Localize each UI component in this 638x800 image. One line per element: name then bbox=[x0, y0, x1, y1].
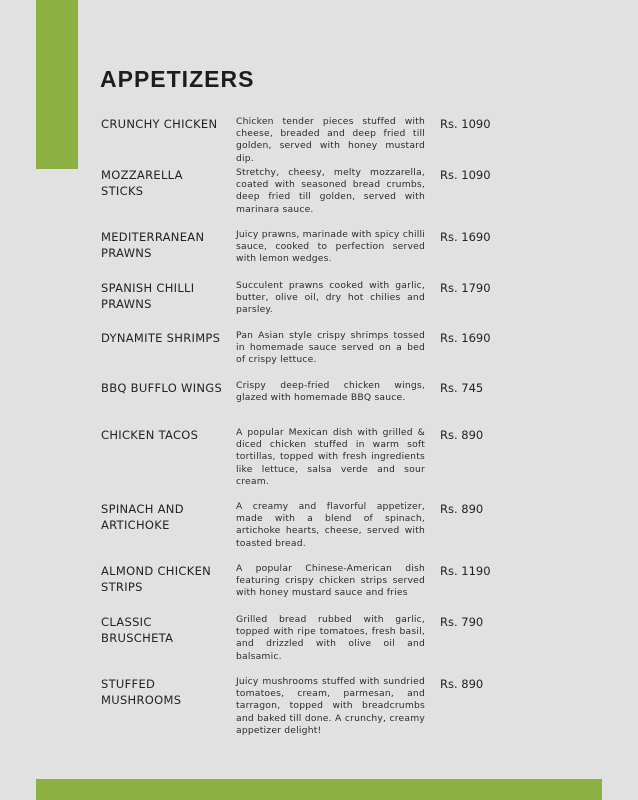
footer-bar bbox=[36, 779, 602, 800]
menu-item-name: DYNAMITE SHRIMPS bbox=[101, 331, 221, 345]
menu-item-description: Juicy prawns, marinade with spicy chilli sauce, cooked to perfection served with lemon wedges. bbox=[236, 229, 425, 265]
menu-item-description: Stretchy, cheesy, melty mozzarella, coated with seasoned bread crumbs, deep fried till golden, served with marinara sauce. bbox=[236, 167, 425, 215]
menu-item-price: Rs. 1090 bbox=[440, 168, 491, 182]
menu-item-price: Rs. 1190 bbox=[440, 564, 491, 578]
menu-item-name: BBQ BUFFLO WINGS bbox=[101, 381, 223, 395]
menu-item-name: MOZZARELLA STICKS bbox=[101, 168, 183, 198]
menu-item-description: Succulent prawns cooked with garlic, butter, olive oil, dry hot chilies and parsley. bbox=[236, 280, 425, 316]
menu-item-name: CHICKEN TACOS bbox=[101, 428, 199, 442]
menu-item-price: Rs. 790 bbox=[440, 615, 484, 629]
menu-item-description: A popular Chinese-American dish featuring crispy chicken strips served with honey mustard sauce and fries bbox=[236, 563, 425, 599]
menu-item-price: Rs. 745 bbox=[440, 381, 484, 395]
menu-item-price: Rs. 890 bbox=[440, 428, 484, 442]
page-title: APPETIZERS bbox=[100, 66, 255, 92]
menu-item-name: CRUNCHY CHICKEN bbox=[101, 117, 218, 131]
menu-item-name: SPINACH AND ARTICHOKE bbox=[101, 502, 184, 532]
menu-item-description: A creamy and flavorful appetizer, made with a blend of spinach, artichoke hearts, cheese, served with toasted bread. bbox=[236, 501, 425, 549]
menu-item-description: Crispy deep-fried chicken wings, glazed with homemade BBQ sauce. bbox=[236, 380, 425, 404]
menu-item-name: CLASSIC BRUSCHETA bbox=[101, 615, 174, 645]
menu-item-name: SPANISH CHILLI PRAWNS bbox=[101, 281, 195, 311]
menu-item-price: Rs. 1690 bbox=[440, 331, 491, 345]
menu-item-name: MEDITERRANEAN PRAWNS bbox=[101, 230, 205, 260]
menu-item-description: A popular Mexican dish with grilled & diced chicken stuffed in warm soft tortillas, topped with fresh ingredients like lettuce, salsa verde and sour cream. bbox=[236, 427, 425, 487]
menu-item-description: Juicy mushrooms stuffed with sundried tomatoes, cream, parmesan, and tarragon, topped with breadcrumbs and baked till done. A crunchy, creamy appetizer delight! bbox=[236, 676, 425, 736]
menu-item-name: ALMOND CHICKEN STRIPS bbox=[101, 564, 212, 594]
menu-item-price: Rs. 890 bbox=[440, 502, 484, 516]
menu-item-description: Chicken tender pieces stuffed with cheese, breaded and deep fried till golden, served with honey mustard dip. bbox=[236, 116, 425, 164]
menu-item-price: Rs. 890 bbox=[440, 677, 484, 691]
menu-item-price: Rs. 1690 bbox=[440, 230, 491, 244]
menu-item-price: Rs. 1790 bbox=[440, 281, 491, 295]
menu-item-description: Pan Asian style crispy shrimps tossed in homemade sauce served on a bed of crispy lettuce. bbox=[236, 330, 425, 366]
accent-bar bbox=[36, 0, 78, 169]
menu-item-price: Rs. 1090 bbox=[440, 117, 491, 131]
menu-item-name: STUFFED MUSHROOMS bbox=[101, 677, 182, 707]
menu-item-description: Grilled bread rubbed with garlic, topped with ripe tomatoes, fresh basil, and drizzled with olive oil and balsamic. bbox=[236, 614, 425, 662]
